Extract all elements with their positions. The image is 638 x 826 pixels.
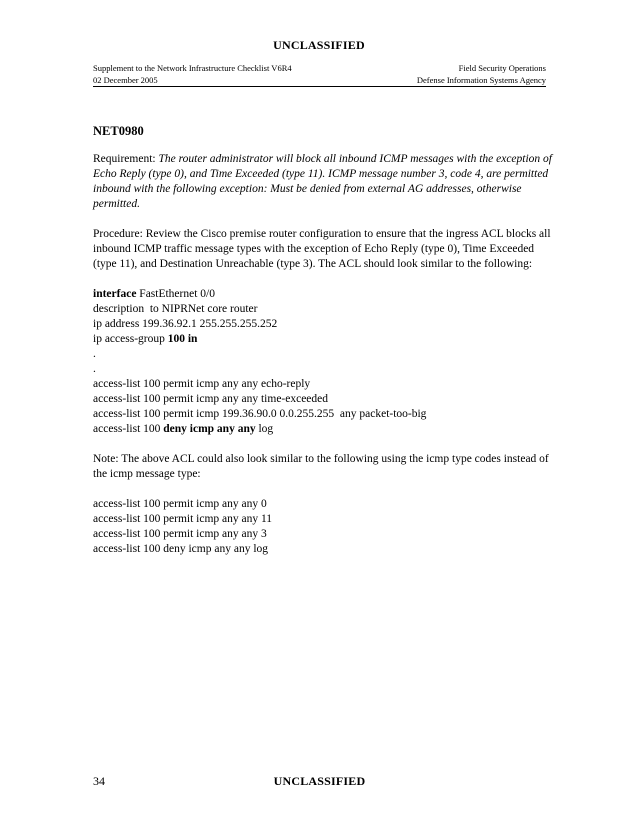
config-line-acl-echo-reply: access-list 100 permit icmp any any echo-reply [93, 378, 311, 390]
main-content [93, 124, 553, 572]
config-line-access-group [93, 332, 553, 347]
alt-config-line: access-list 100 permit icmp any any 3 [93, 528, 267, 540]
acl-deny-prefix: access-list 100 [93, 423, 164, 435]
requirement-label: Requirement: [93, 153, 159, 165]
config-line-interface [93, 287, 553, 302]
config-line-ip-address: ip address 199.36.92.1 255.255.255.252 [93, 318, 278, 330]
alt-config-line: access-list 100 permit icmp any any 11 [93, 513, 273, 525]
requirement-text: The router administrator will block all inbound ICMP messages with the exception of Echo Reply (type 0), and Time Exceeded (type 11). ICMP message number 3, code 4, are permitted inbound with the following exception: Must be denied from external AG addresses, otherwise permitted. [93, 153, 552, 210]
classification-marking-bottom: UNCLASSIFIED [273, 774, 366, 788]
acl-deny-suffix: log [255, 423, 274, 435]
header-organization-unit: Field Security Operations [458, 63, 546, 73]
alt-config-line: access-list 100 deny icmp any any log [93, 543, 269, 555]
requirement-paragraph [93, 152, 553, 212]
header-row-2 [93, 74, 546, 86]
alt-config-line: access-list 100 permit icmp any any 0 [93, 498, 267, 510]
header-document-title: Supplement to the Network Infrastructure Checklist V6R4 [93, 63, 292, 73]
header-row-1 [93, 62, 546, 74]
interface-keyword: interface [93, 288, 137, 300]
procedure-paragraph: Procedure: Review the Cisco premise router configuration to ensure that the ingress ACL blocks all inbound ICMP traffic message types with the exception of Echo Reply (type 0), Time Exceeded (type 11), and Destination Unreachable (type 3). The ACL should look similar to the following: [93, 228, 551, 270]
access-group-value: 100 in [167, 333, 198, 345]
config-line-description: description to NIPRNet core router [93, 303, 258, 315]
interface-name: FastEthernet 0/0 [136, 288, 215, 300]
access-group-prefix: ip access-group [93, 333, 168, 345]
config-line-ellipsis-1: . [93, 348, 96, 360]
config-line-acl-time-exceeded: access-list 100 permit icmp any any time-exceeded [93, 393, 329, 405]
acl-deny-rule: deny icmp any any [163, 423, 256, 435]
config-line-acl-packet-too-big: access-list 100 permit icmp 199.36.90.0 0.0.255.255 any packet-too-big [93, 408, 427, 420]
page-number: 34 [93, 774, 105, 788]
note-paragraph: Note: The above ACL could also look similar to the following using the icmp type codes instead of the icmp message type: [93, 453, 549, 480]
alt-config-example [93, 497, 553, 557]
header-divider [93, 86, 546, 87]
page-header [93, 62, 546, 86]
header-agency: Defense Information Systems Agency [416, 75, 546, 85]
config-line-ellipsis-2: . [93, 363, 96, 375]
section-heading: NET0980 [93, 124, 144, 138]
classification-marking-top: UNCLASSIFIED [273, 38, 365, 52]
header-document-date: 02 December 2005 [93, 75, 158, 85]
config-line-acl-deny [93, 422, 553, 437]
config-example [93, 287, 553, 437]
